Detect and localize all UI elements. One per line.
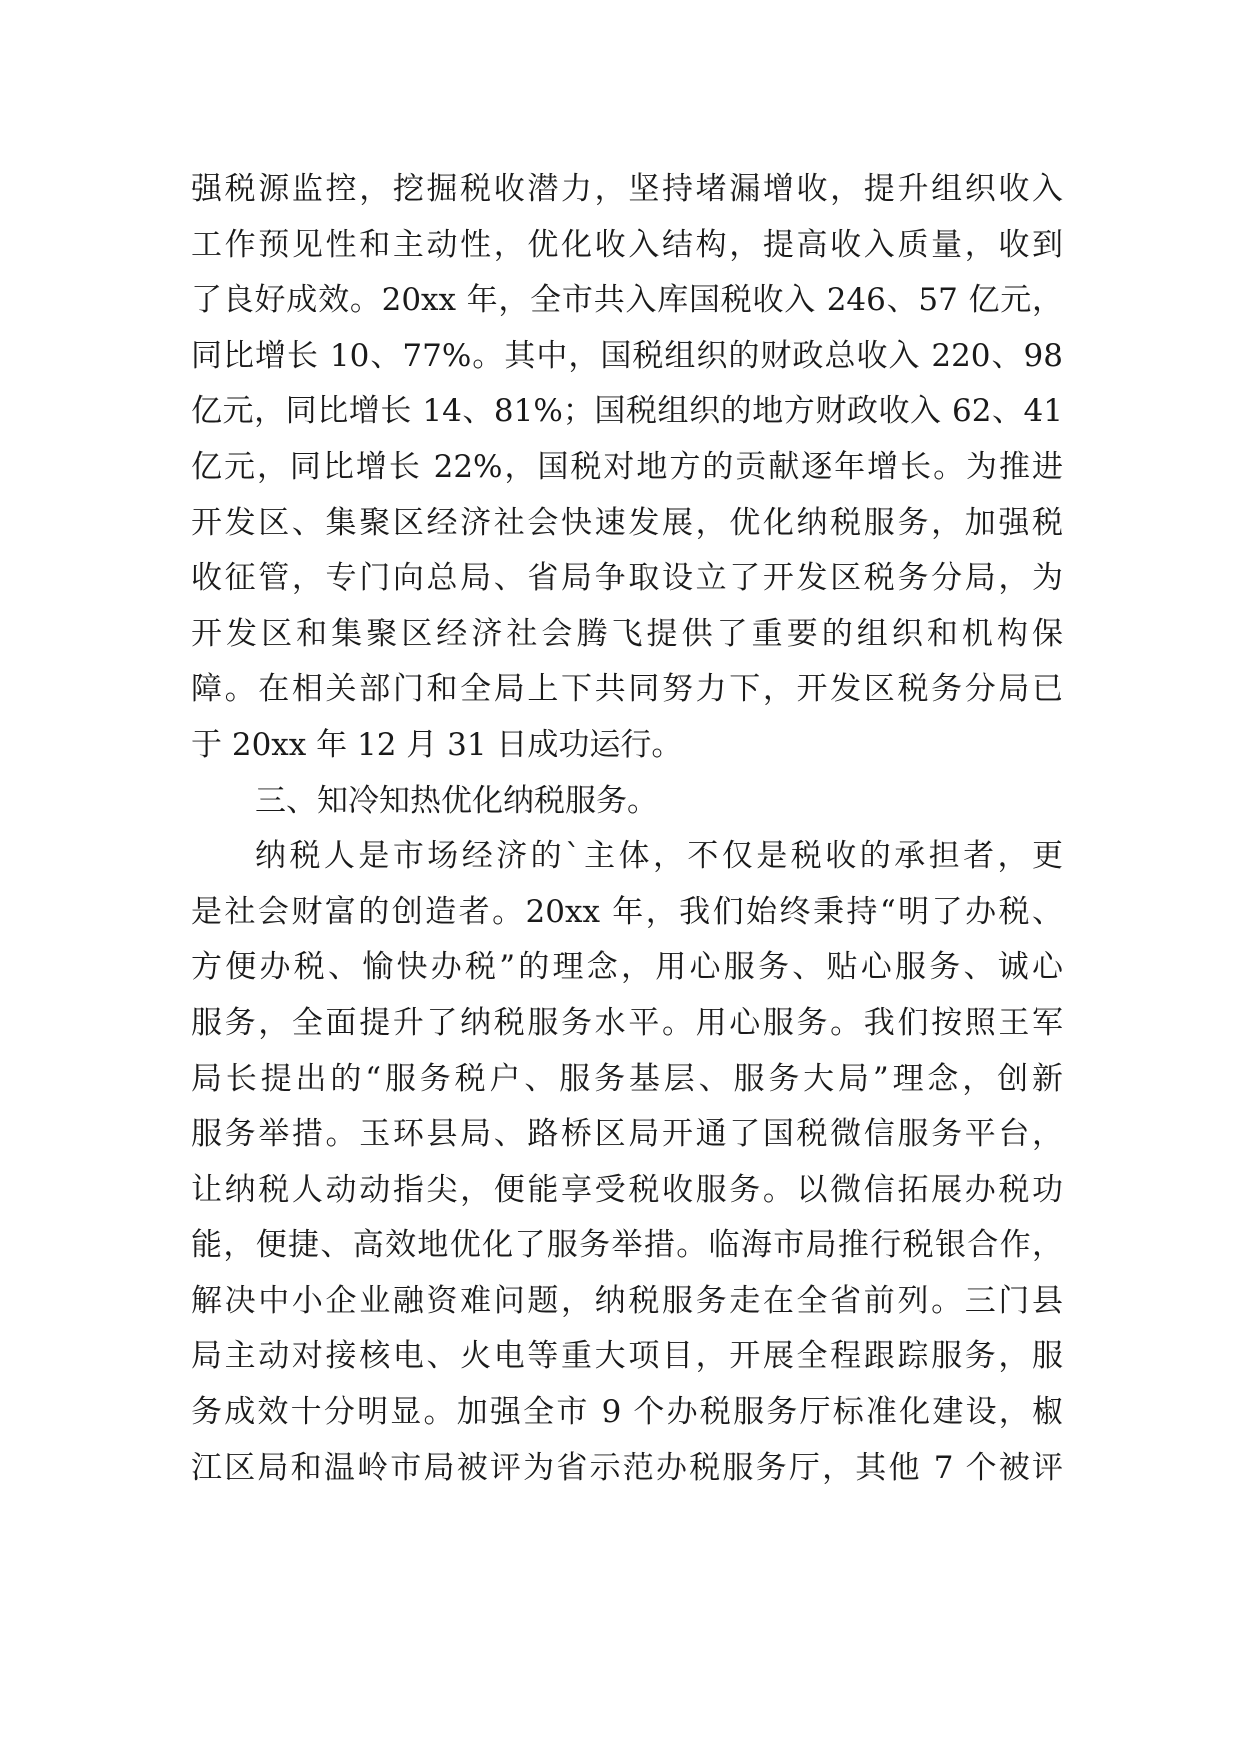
text-line: 能，便捷、高效地优化了服务举措。临海市局推行税银合作， [191,1227,1063,1264]
text-line: 江区局和温岭市局被评为省示范办税服务厅，其他 7 个被评 [191,1449,1063,1486]
text-line: 亿元，同比增长 14、81%；国税组织的地方财政收入 62、41 [191,393,1063,430]
text-line: 方便办税、愉快办税”的理念，用心服务、贴心服务、诚心 [191,949,1063,986]
text-line: 收征管，专门向总局、省局争取设立了开发区税务分局，为 [191,560,1063,597]
text-line: 障。在相关部门和全局上下共同努力下，开发区税务分局已 [191,671,1063,708]
text-line: 纳税人是市场经济的`主体，不仅是税收的承担者，更 [255,838,1063,875]
text-line: 局主动对接核电、火电等重大项目，开展全程跟踪服务，服 [191,1338,1063,1375]
text-line: 开发区和集聚区经济社会腾飞提供了重要的组织和机构保 [191,615,1063,652]
text-line: 三、知冷知热优化纳税服务。 [255,782,658,819]
text-line: 解决中小企业融资难问题，纳税服务走在全省前列。三门县 [191,1282,1063,1319]
text-line: 局长提出的“服务税户、服务基层、服务大局”理念，创新 [191,1060,1063,1097]
text-line: 了良好成效。20xx 年，全市共入库国税收入 246、57 亿元， [191,282,1063,319]
text-line: 务成效十分明显。加强全市 9 个办税服务厅标准化建设，椒 [191,1394,1063,1431]
text-line: 工作预见性和主动性，优化收入结构，提高收入质量，收到 [191,226,1063,263]
text-line: 亿元，同比增长 22%，国税对地方的贡献逐年增长。为推进 [191,448,1063,485]
text-line: 服务举措。玉环县局、路桥区局开通了国税微信服务平台， [191,1116,1063,1153]
document-body [191,162,1063,1496]
text-line: 强税源监控，挖掘税收潜力，坚持堵漏增收，提升组织收入 [191,171,1063,207]
text-line: 是社会财富的创造者。20xx 年，我们始终秉持“明了办税、 [191,893,1063,930]
text-line: 让纳税人动动指尖，便能享受税收服务。以微信拓展办税功 [191,1171,1063,1208]
text-line: 服务，全面提升了纳税服务水平。用心服务。我们按照王军 [191,1004,1063,1041]
text-line: 于 20xx 年 12 月 31 日成功运行。 [191,726,683,763]
text-line: 同比增长 10、77%。其中，国税组织的财政总收入 220、98 [191,337,1063,374]
text-line: 开发区、集聚区经济社会快速发展，优化纳税服务，加强税 [191,504,1063,541]
